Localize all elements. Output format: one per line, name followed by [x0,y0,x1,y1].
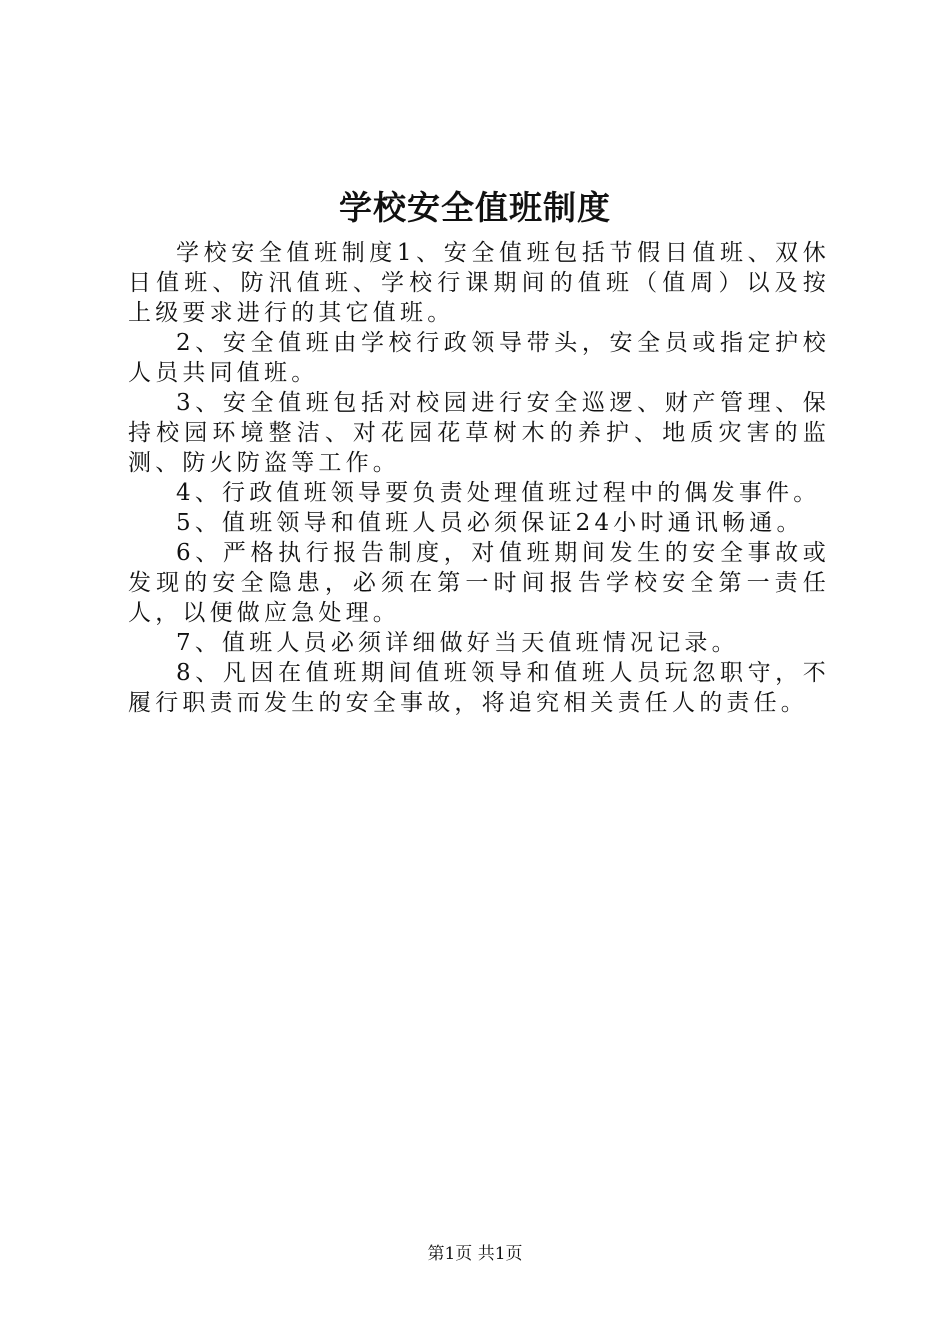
document-title: 学校安全值班制度 [339,188,611,227]
paragraph-2: 2、安全值班由学校行政领导带头，安全员或指定护校人员共同值班。 [128,330,830,386]
page-number-footer: 第1页 共1页 [427,1244,523,1264]
paragraph-1: 学校安全值班制度1、安全值班包括节假日值班、双休日值班、防汛值班、学校行课期间的值班（值周）以及按上级要求进行的其它值班。 [128,240,830,326]
paragraph-3: 3、安全值班包括对校园进行安全巡逻、财产管理、保持校园环境整洁、对花园花草树木的养护、地质灾害的监测、防火防盗等工作。 [128,390,830,476]
paragraph-4: 4、行政值班领导要负责处理值班过程中的偶发事件。 [176,480,821,506]
document-body [128,238,830,718]
paragraph-6: 6、严格执行报告制度，对值班期间发生的安全事故或发现的安全隐患，必须在第一时间报告学校安全第一责任人，以便做应急处理。 [128,540,830,626]
paragraph-5: 5、值班领导和值班人员必须保证24小时通讯畅通。 [176,510,804,536]
paragraph-7: 7、值班人员必须详细做好当天值班情况记录。 [176,630,739,656]
paragraph-8: 8、凡因在值班期间值班领导和值班人员玩忽职守，不履行职责而发生的安全事故，将追究相关责任人的责任。 [128,660,830,716]
